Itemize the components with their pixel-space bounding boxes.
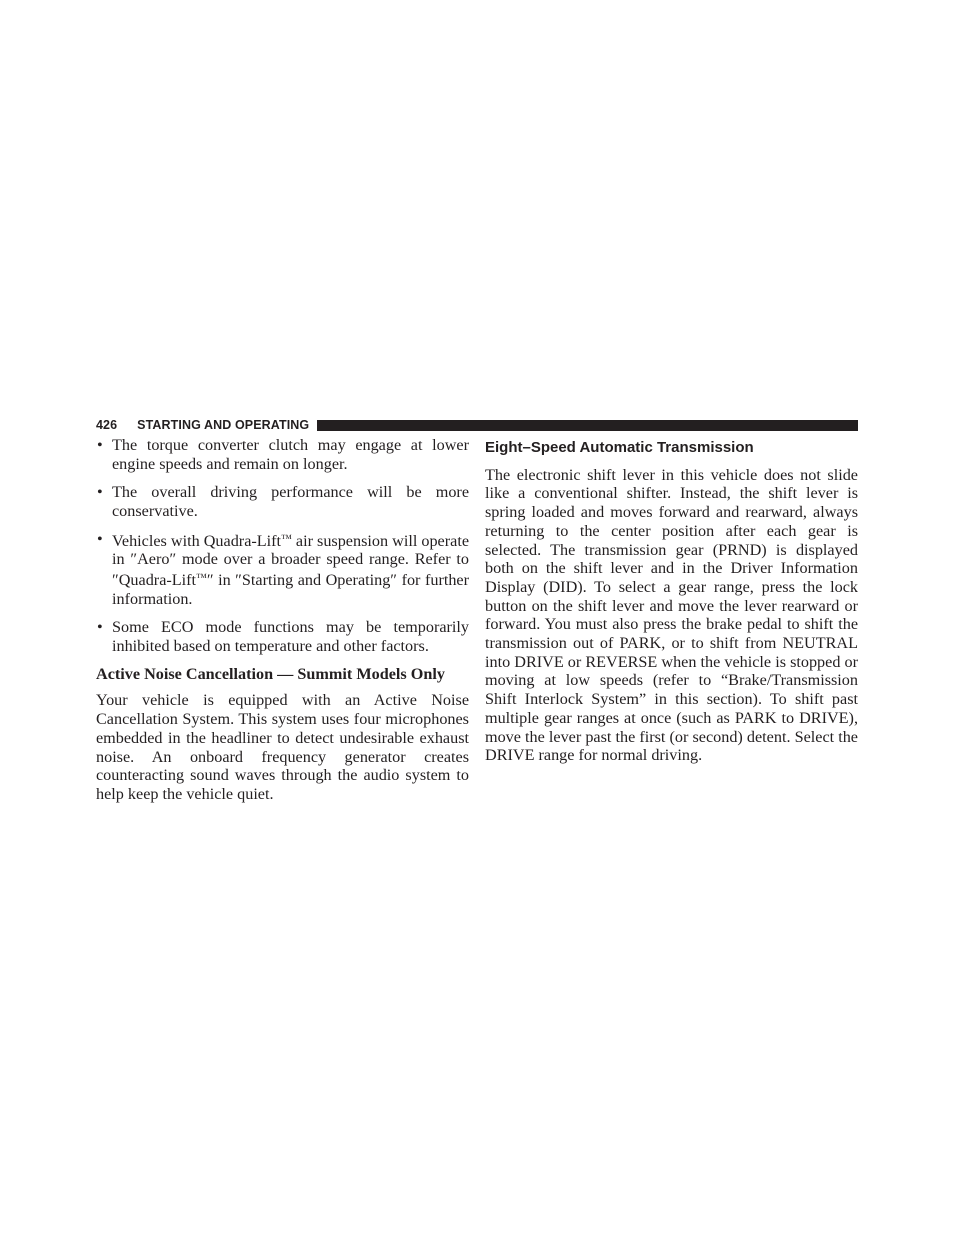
page-number: 426 — [96, 418, 118, 432]
right-column — [485, 436, 858, 765]
header-rule — [317, 420, 858, 431]
bullet-item — [96, 436, 469, 473]
bullet-item — [96, 618, 469, 655]
bullet-icon: • — [97, 482, 103, 501]
bullet-list — [96, 436, 469, 655]
noise-cancellation-paragraph: Your vehicle is equipped with an Active Noise Cancellation System. This system uses four microphones embedded in the headliner to detect undesirable exhaust noise. An onboard frequency generator creates counteracting sound waves through the audio system to help keep the vehicle quiet. — [96, 691, 469, 803]
section-heading-transmission: Eight–Speed Automatic Transmission — [485, 439, 754, 456]
page-header — [96, 417, 858, 433]
trademark-symbol: ™ — [281, 532, 292, 545]
bullet-text: The torque converter clutch may engage at lower engine speeds and remain on longer. — [112, 436, 469, 473]
transmission-paragraph: The electronic shift lever in this vehicle does not slide like a conventional shifter. Instead, the shift lever is spring loaded and moves forward and rearward, always returning to the center position after each gear is selected. The transmission gear (PRND) is displayed both on the shift lever and in the Driver Information Display (DID). To select a gear range, press the lock button on the shift lever and move the lever rearward or forward. You must also press the brake pedal to shift the transmission out of PARK, or to shift from NEUTRAL into DRIVE or REVERSE when the vehicle is stopped or moving at low speeds (refer to “Brake/Transmission Shift Interlock System” in this section). To shift past multiple gear ranges at once (such as PARK to DRIVE), move the lever past the first (or second) detent. Select the DRIVE range for normal driving. — [485, 465, 858, 765]
bullet-icon: • — [97, 617, 103, 636]
bullet-text-part: ″ in ″Starting and Operating″ for further information. — [112, 570, 469, 608]
left-column — [96, 436, 469, 804]
bullet-text-part: air suspension will operate in ″Aero″ mode over a broader speed range. Refer to ″Quadra-Lift — [112, 531, 470, 589]
bullet-text-part: Vehicles with Quadra-Lift — [112, 531, 282, 550]
bullet-item — [96, 530, 469, 609]
bullet-icon: • — [97, 529, 103, 548]
trademark-symbol: ™ — [196, 572, 207, 585]
section-heading-noise-cancellation: Active Noise Cancellation — Summit Models Only — [96, 664, 445, 683]
bullet-item — [96, 483, 469, 520]
bullet-text: The overall driving performance will be more conservative. — [112, 482, 469, 520]
bullet-text: Some ECO mode functions may be temporarily inhibited based on temperature and other factors. — [112, 617, 469, 655]
bullet-icon: • — [97, 436, 103, 454]
section-title: STARTING AND OPERATING — [137, 418, 310, 432]
